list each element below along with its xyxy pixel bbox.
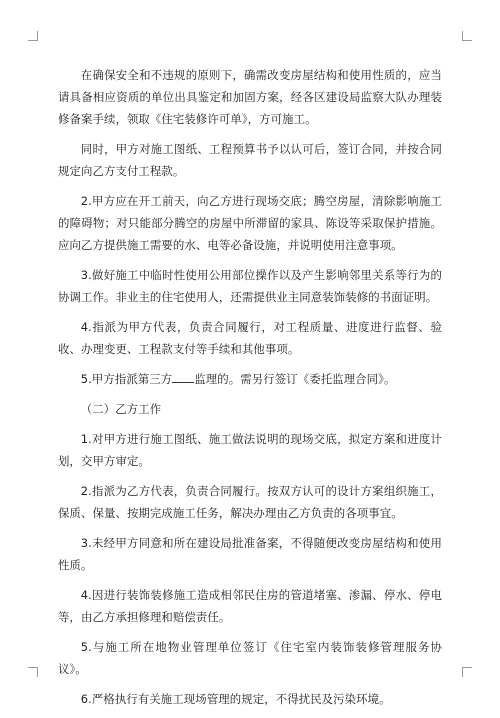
paragraph-party-a-item-3: 3.做好施工中临时性使用公用部位操作以及产生影响邻里关系等行为的协调工作。非业主的住宅使用人，还需提供业主同意装饰装修的书面证明。 [58, 268, 442, 304]
paragraph-permit: 在确保安全和不违规的原则下，确需改变房屋结构和使用性质的，应当请具备相应资质的单位出具鉴定和加固方案，经各区建设局监察大队办理装修备案手续，领取《住宅装修许可单》，方可施工。 [58, 68, 442, 126]
section-heading-party-b: （二）乙方工作 [80, 402, 162, 416]
document-body [58, 64, 442, 718]
paragraph-party-a-item-2: 2.甲方应在开工前天，向乙方进行现场交底；腾空房屋，清除影响施工的障碍物；对只能部分腾空的房屋中所滞留的家具、陈设等采取保护措施。应向乙方提供施工需要的水、电等必备设施，并说明使用注意事项。 [58, 194, 442, 252]
page-corner-mark-bottom-left [28, 667, 38, 677]
paragraph-party-a-item-4: 4.指派为甲方代表，负责合同履行，对工程质量、进度进行监督、验收、办理变更、工程款支付等手续和其他事项。 [58, 320, 442, 356]
paragraph-party-b-item-2: 2.指派为乙方代表，负责合同履行。按双方认可的设计方案组织施工，保质、保量、按期完成施工任务，解决办理由乙方负责的各项事宜。 [58, 484, 442, 520]
page-corner-mark-top-right [462, 31, 472, 41]
paragraph-party-b-item-3: 3.未经甲方同意和所在建设局批准备案，不得随便改变房屋结构和使用性质。 [58, 536, 442, 572]
fill-in-blank [172, 371, 194, 383]
paragraph-party-b-item-1: 1.对甲方进行施工图纸、施工做法说明的现场交底，拟定方案和进度计划，交甲方审定。 [58, 432, 442, 468]
paragraph-party-b-item-4: 4.因进行装饰装修施工造成相邻民住房的管道堵塞、渗漏、停水、停电等，由乙方承担修理和赔偿责任。 [58, 588, 442, 624]
para5-text-before: 5.甲方指派第三方 [80, 372, 173, 386]
paragraph-party-b-item-6: 6.严格执行有关施工现场管理的规定，不得扰民及污染环境。 [80, 692, 391, 706]
paragraph-payment: 同时，甲方对施工图纸、工程预算书予以认可后，签订合同，并按合同规定向乙方支付工程款。 [58, 142, 442, 178]
paragraph-party-a-item-5 [58, 368, 442, 390]
paragraph-party-b-item-5: 5.与施工所在地物业管理单位签订《住宅室内装饰装修管理服务协议》。 [58, 640, 442, 676]
para5-text-after: 监理的。需另行签订《委托监理合同》。 [194, 372, 396, 386]
page-corner-mark-top-left [28, 31, 38, 41]
page-corner-mark-bottom-right [462, 667, 472, 677]
